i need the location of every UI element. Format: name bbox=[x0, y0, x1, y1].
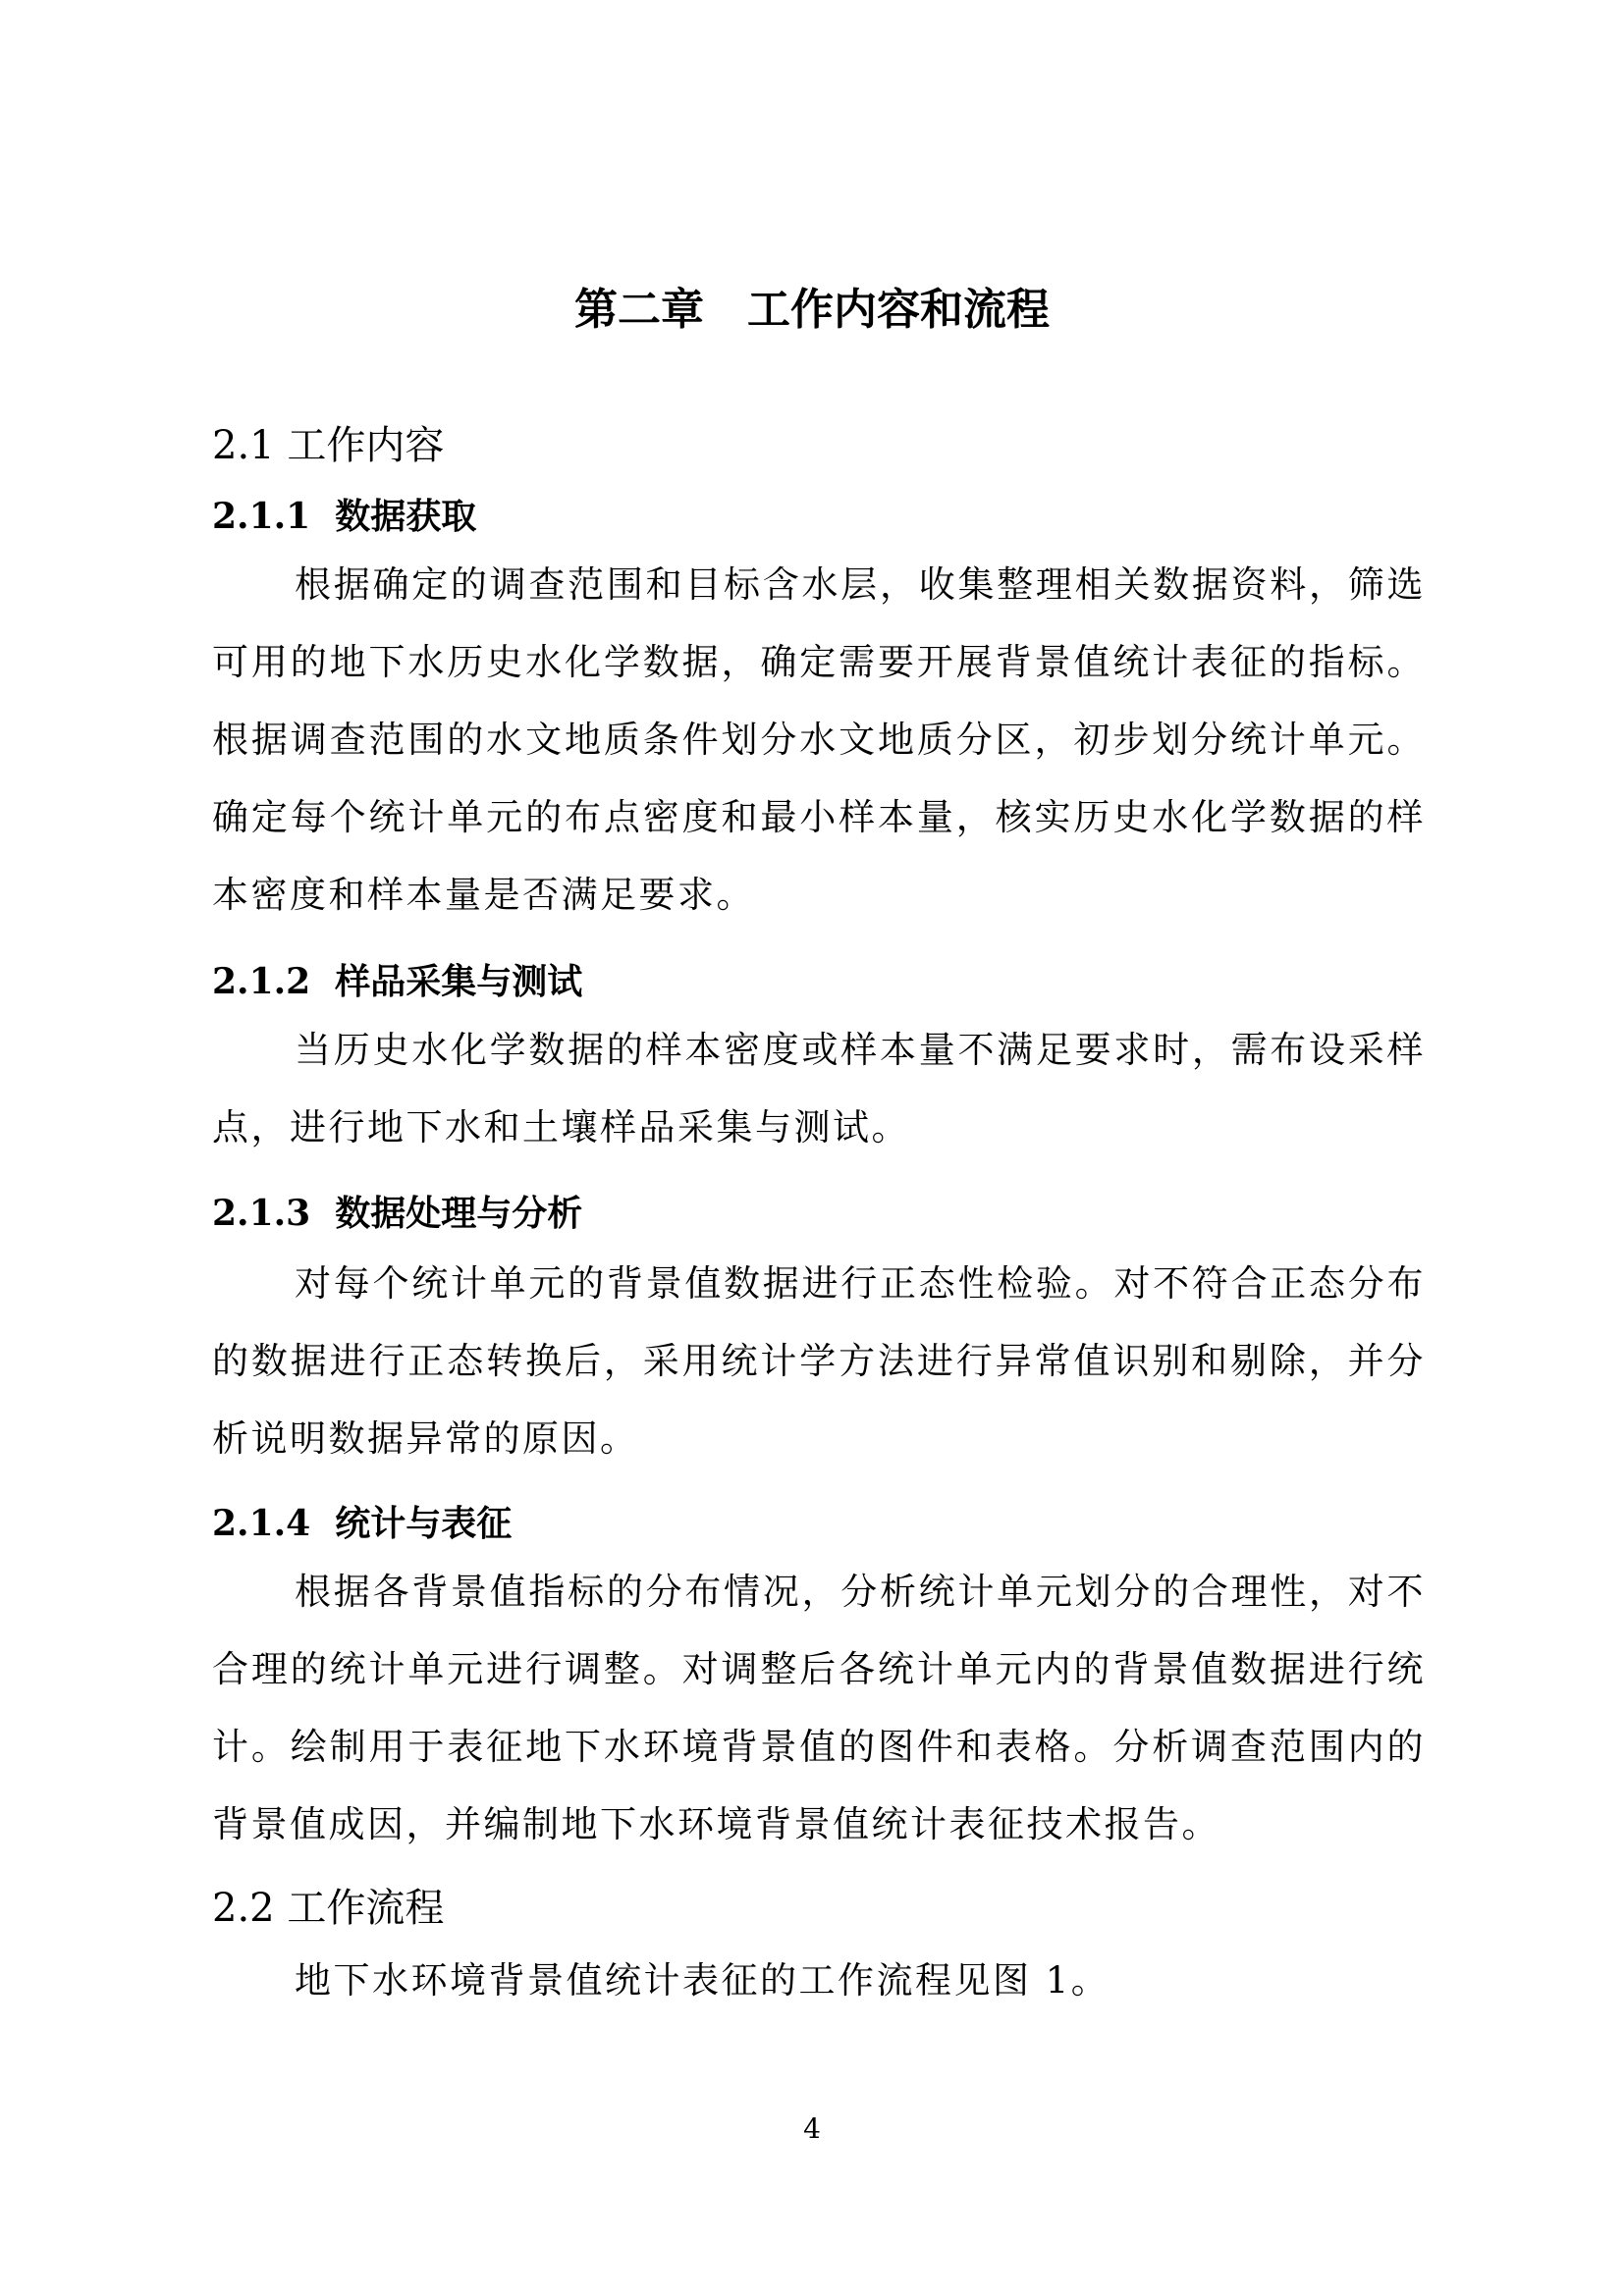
section-2-2-heading: 2.2 工作流程 bbox=[212, 1886, 445, 1931]
section-2-1-1-heading: 2.1.1 数据获取 bbox=[212, 496, 477, 537]
section-2-1-2-paragraph: 当历史水化学数据的样本密度或样本量不满足要求时，需布设采样点，进行地下水和土壤样品采集与测试。 bbox=[212, 1029, 1426, 1148]
section-2-1-3-heading: 2.1.3 数据处理与分析 bbox=[212, 1193, 583, 1234]
chapter-title: 第二章 工作内容和流程 bbox=[574, 285, 1050, 335]
section-2-1-2-heading: 2.1.2 样品采集与测试 bbox=[212, 961, 583, 1002]
section-2-1-heading: 2.1 工作内容 bbox=[212, 423, 445, 468]
section-2-1-4-heading: 2.1.4 统计与表征 bbox=[212, 1503, 513, 1544]
section-2-1-4-paragraph: 根据各背景值指标的分布情况，分析统计单元划分的合理性，对不合理的统计单元进行调整。对调整后各统计单元内的背景值数据进行统计。绘制用于表征地下水环境背景值的图件和表格。分析调查范围内的背景值成因，并编制地下水环境背景值统计表征技术报告。 bbox=[212, 1571, 1426, 1845]
section-2-1-1-paragraph: 根据确定的调查范围和目标含水层，收集整理相关数据资料，筛选可用的地下水历史水化学数据，确定需要开展背景值统计表征的指标。根据调查范围的水文地质条件划分水文地质分区，初步划分统计单元。确定每个统计单元的布点密度和最小样本量，核实历史水化学数据的样本密度和样本量是否满足要求。 bbox=[212, 563, 1426, 916]
section-2-1-3-paragraph: 对每个统计单元的背景值数据进行正态性检验。对不符合正态分布的数据进行正态转换后，采用统计学方法进行异常值识别和剔除，并分析说明数据异常的原因。 bbox=[212, 1262, 1426, 1460]
page-number: 4 bbox=[803, 2112, 821, 2145]
section-2-2-paragraph: 地下水环境背景值统计表征的工作流程见图 1。 bbox=[295, 1959, 1110, 2002]
